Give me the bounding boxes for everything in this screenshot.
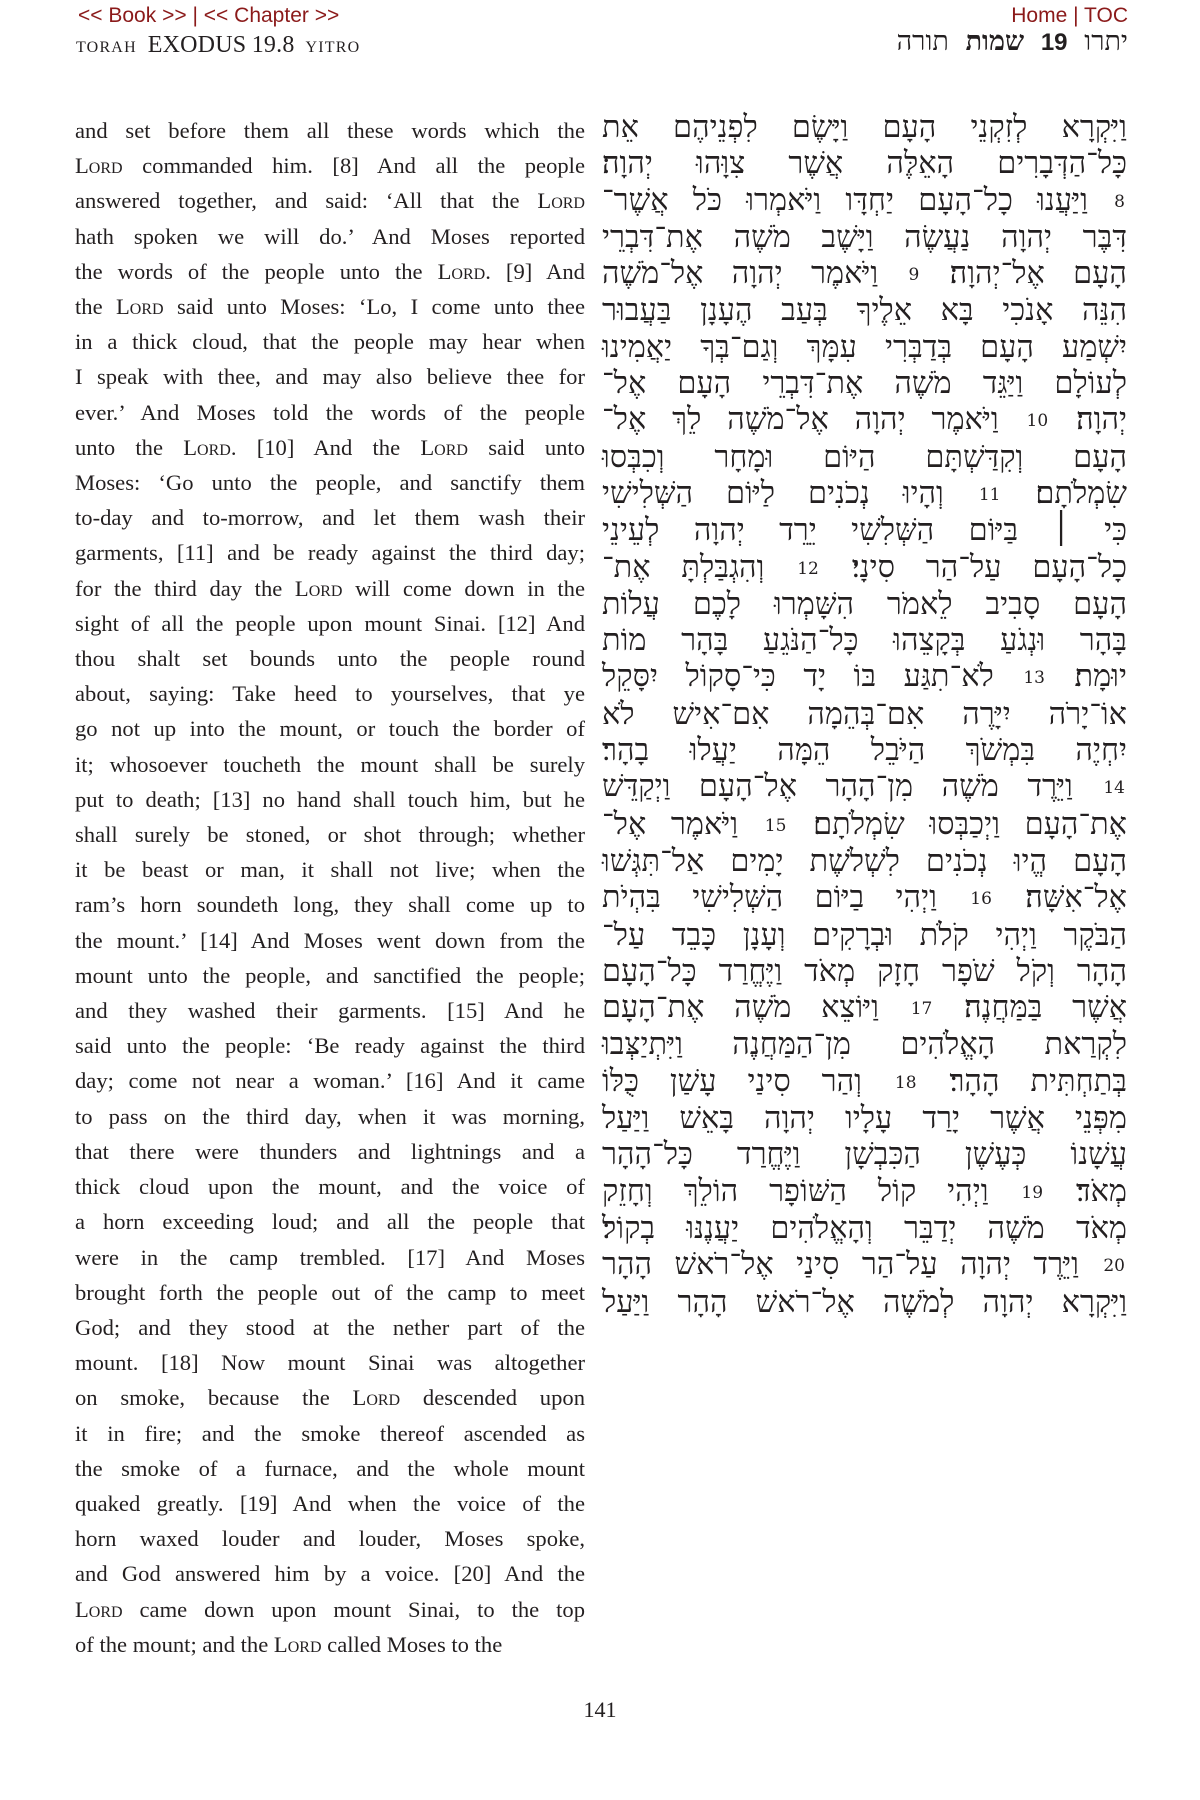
english-line: to-day and to-morrow, and let them wash their <box>75 505 585 531</box>
english-line: put to death; [13] no hand shall touch him, but he <box>75 786 585 812</box>
hebrew-line: 14 וַיֵּרֶד מֹשֶׁה מִן־הָהָר אֶל־הָעָם וַיְקַדֵּשׁ <box>602 769 1125 805</box>
english-line: I speak with thee, and may also believe thee for <box>75 364 585 390</box>
english-line: ram’s horn soundeth long, they shall come up to <box>75 892 585 918</box>
header-heb-parasha: יתרו <box>1084 26 1128 56</box>
hebrew-line: וַיִּקְרָא לְזִקְנֵי הָעָם וַיָּשֶׂם לִפְנֵיהֶם אֵת <box>602 110 1127 145</box>
hebrew-line: לְעוֹלָם וַיַּגֵּד מֹשֶׁה אֶת־דִּבְרֵי הָעָם אֶל־ <box>602 366 1127 402</box>
hebrew-line: מְאֹד׃ 19 וַיְהִי קוֹל הַשּׁוֹפָר הוֹלֵךְ וְחָזֵק <box>602 1173 1127 1209</box>
english-line: sight of all the people upon mount Sinai. [12] And <box>75 610 585 636</box>
english-line: and God answered him by a voice. [20] And the <box>75 1561 585 1587</box>
hebrew-line: אוֹ־יָרֹה יִיָּרֶה אִם־בְּהֵמָה אִם־אִישׁ לֹא <box>602 696 1127 732</box>
hebrew-line: 8 וַיַּעֲנוּ כָל־הָעָם יַחְדָּו וַיֹּאמְרוּ כֹּל אֲשֶׁר־ <box>602 182 1125 218</box>
english-line: ever.’ And Moses told the words of the people <box>75 399 585 425</box>
hebrew-line: מִפְּנֵי אֲשֶׁר יָרַד עָלָיו יְהוָה בָּאֵשׁ וַיַּעַל <box>602 1101 1127 1137</box>
english-line: garments, [11] and be ready against the third day; <box>75 540 585 566</box>
english-line: it in fire; and the smoke thereof ascended as <box>75 1420 585 1446</box>
english-line: brought forth the people out of the camp to meet <box>75 1279 585 1305</box>
english-line: Moses: ‘Go unto the people, and sanctify them <box>75 470 585 496</box>
english-line: shall surely be stoned, or shot through; whether <box>75 822 585 848</box>
hebrew-line: הַבֹּקֶר וַיְהִי קֹלֹת וּבְרָקִים וְעָנָן כָּבֵד עַל־ <box>602 917 1127 953</box>
english-line: and set before them all these words which the <box>75 118 585 143</box>
book-link[interactable]: Book <box>108 4 157 27</box>
hebrew-line: כִּי ׀ בַּיּוֹם הַשְּׁלִשִׁי יֵרֵד יְהוָה לְעֵינֵי <box>602 513 1127 549</box>
hebrew-line: בְּתַחְתִּית הָהָר׃ 18 וְהַר סִינַי עָשַׁן כֻּלּוֹ <box>602 1063 1127 1099</box>
hebrew-line: לִקְרַאת הָאֱלֹהִים מִן־הַמַּחֲנֶה וַיִּתְיַצְּבוּ <box>602 1027 1127 1063</box>
english-line: were in the camp trembled. [17] And Moses <box>75 1244 585 1270</box>
hebrew-line: עֲשָׁנוֹ כְּעֶשֶׁן הַכִּבְשָׁן וַיֶּחֱרַד כָּל־הָהָר <box>602 1137 1127 1173</box>
english-line: it be beast or man, it shall not live; when the <box>75 857 585 883</box>
english-line: thou shalt set bounds unto the people round <box>75 646 585 672</box>
english-line: Lord came down upon mount Sinai, to the top <box>75 1596 585 1622</box>
header-section: TORAH <box>76 39 137 56</box>
english-line: mount unto the people, and sanctified the people; <box>75 962 585 988</box>
hebrew-line: שִׂמְלֹתָם׃ 11 וְהָיוּ נְכֹנִים לַיּוֹם הַשְּׁלִישִׁי <box>602 475 1127 511</box>
header-parasha: YITRO <box>305 39 361 56</box>
hebrew-line: אֶת־הָעָם וַיְכַבְּסוּ שִׂמְלֹתָם׃ 15 וַיֹּאמֶר אֶל־ <box>602 806 1127 842</box>
english-line: go not up into the mount, or touch the border of <box>75 716 585 742</box>
english-line: it; whosoever toucheth the mount shall be surely <box>75 751 585 777</box>
next-book-link[interactable]: >> <box>162 4 187 27</box>
english-line: the words of the people unto the Lord. [9] And <box>75 258 585 284</box>
english-line: for the third day the Lord will come down in the <box>75 575 585 601</box>
english-line: in a thick cloud, that the people may hear when <box>75 329 585 355</box>
header-heb-section: תורה <box>896 26 949 56</box>
hebrew-line: יְהוָה׃ 10 וַיֹּאמֶר יְהוָה אֶל־מֹשֶׁה לֵךְ אֶל־ <box>602 402 1127 438</box>
hebrew-line: יוּמָת׃ 13 לֹא־תִגַּע בּוֹ יָד כִּי־סָקוֹל יִסָּקֵל <box>602 659 1127 695</box>
english-line: thick cloud upon the mount, and the voice of <box>75 1174 585 1200</box>
hebrew-line: מְאֹד מֹשֶׁה יְדַבֵּר וְהָאֱלֹהִים יַעֲנֶנּוּ בְקוֹל׃ <box>602 1210 1127 1246</box>
hebrew-line: הָעָם סָבִיב לֵאמֹר הִשָּׁמְרוּ לָכֶם עֲלוֹת <box>602 586 1127 622</box>
hebrew-line: בָּהָר וּנְגֹעַ בְּקָצֵהוּ כָּל־הַנֹּגֵעַ בָּהָר מוֹת <box>602 623 1127 659</box>
nav-separator: | <box>192 4 198 27</box>
english-line: unto the Lord. [10] And the Lord said unto <box>75 434 585 460</box>
running-header-hebrew <box>887 26 1128 57</box>
english-line: the Lord said unto Moses: ‘Lo, I come unto thee <box>75 294 585 320</box>
header-book: EXODUS <box>147 32 247 58</box>
hebrew-line: כָל־הָעָם עַל־הַר סִינָי׃ 12 וְהִגְבַּלְתָּ אֶת־ <box>602 549 1128 585</box>
english-line: God; and they stood at the nether part of the <box>75 1314 585 1340</box>
english-line: day; come not near a woman.’ [16] And it came <box>75 1068 585 1094</box>
english-line: hath spoken we will do.’ And Moses reported <box>75 223 585 249</box>
home-link[interactable]: Home <box>1011 4 1068 27</box>
home-toc-nav <box>1011 4 1128 28</box>
english-line: the mount.’ [14] And Moses went down from the <box>75 927 585 953</box>
hebrew-line: כָּל־הַדְּבָרִים הָאֵלֶּה אֲשֶׁר צִוָּהוּ יְהוָה׃ <box>602 146 1127 182</box>
next-chapter-link[interactable]: >> <box>314 4 340 27</box>
header-ref: 19.8 <box>251 32 295 58</box>
prev-book-link[interactable]: << <box>78 4 103 27</box>
hebrew-line: אֲשֶׁר בַּמַּחֲנֶה׃ 17 וַיּוֹצֵא מֹשֶׁה אֶת־הָעָם <box>602 990 1127 1026</box>
english-line: on smoke, because the Lord descended upon <box>75 1385 585 1411</box>
english-line: quaked greatly. [19] And when the voice of the <box>75 1490 585 1516</box>
page-number: 141 <box>583 1697 617 1722</box>
hebrew-line: יִשְׁמַע הָעָם בְּדַבְּרִי עִמָּךְ וְגַם־בְּךָ יַאֲמִינוּ <box>602 329 1127 365</box>
hebrew-line: הָהָר וְקֹל שֹׁפָר חָזָק מְאֹד וַיֶּחֱרַד כָּל־הָעָם <box>602 953 1127 989</box>
hebrew-line: הָעָם וְקִדַּשְׁתָּם הַיּוֹם וּמָחָר וְכִבְּסוּ <box>602 439 1127 475</box>
prev-chapter-link[interactable]: << <box>203 4 229 27</box>
hebrew-line: אֶל־אִשָּׁה׃ 16 וַיְהִי בַיּוֹם הַשְּׁלִישִׁי בִּהְיֹת <box>602 880 1127 916</box>
english-line: horn waxed louder and louder, Moses spoke, <box>75 1526 585 1552</box>
english-line: a horn exceeding loud; and all the people that <box>75 1209 585 1235</box>
header-heb-book: שמות <box>965 26 1025 56</box>
hebrew-line: הָעָם אֶל־יְהוָה׃ 9 וַיֹּאמֶר יְהוָה אֶל־מֹשֶׁה <box>602 256 1127 292</box>
hebrew-line: דִּבֶּר יְהוָה נַעֲשֶׂה וַיָּשֶׁב מֹשֶׁה אֶת־דִּבְרֵי <box>602 219 1127 255</box>
english-line: mount. [18] Now mount Sinai was altogether <box>75 1350 585 1376</box>
header-heb-chapter: 19 <box>1040 29 1068 56</box>
english-line: that there were thunders and lightnings and a <box>75 1138 585 1164</box>
toc-link[interactable]: TOC <box>1084 4 1128 27</box>
english-line: the smoke of a furnace, and the whole mount <box>75 1455 585 1481</box>
hebrew-line: יִחְיֶה בִּמְשֹׁךְ הַיֹּבֵל הֵמָּה יַעֲלוּ בָהָר׃ <box>602 733 1127 769</box>
english-line: of the mount; and the Lord called Moses to the <box>75 1631 503 1657</box>
hebrew-text <box>602 110 1127 1321</box>
book-chapter-nav <box>78 4 339 28</box>
english-line: about, saying: Take heed to yourselves, that ye <box>75 681 585 707</box>
english-line: and they washed their garments. [15] And he <box>75 998 585 1024</box>
english-line: Lord commanded him. [8] And all the people <box>75 153 585 179</box>
hebrew-line: וַיִּקְרָא יְהוָה לְמֹשֶׁה אֶל־רֹאשׁ הָהָר וַיַּעַל <box>602 1284 1127 1320</box>
english-line: answered together, and said: ‘All that the Lord <box>75 188 585 214</box>
nav-separator: | <box>1073 4 1079 27</box>
running-header-english <box>76 32 360 59</box>
english-translation <box>75 113 585 1662</box>
hebrew-line: הִנֵּה אָנֹכִי בָּא אֵלֶיךָ בְּעַב הֶעָנָן בַּעֲבוּר <box>602 293 1127 329</box>
hebrew-line: הָעָם הֱיוּ נְכֹנִים לִשְׁלֹשֶׁת יָמִים אַל־תִּגְּשׁוּ <box>602 843 1127 879</box>
hebrew-line: 20 וַיֵּרֶד יְהוָה עַל־הַר סִינַי אֶל־רֹאשׁ הָהָר <box>602 1247 1125 1283</box>
english-line: said unto the people: ‘Be ready against the third <box>75 1033 585 1059</box>
chapter-link[interactable]: Chapter <box>234 4 309 27</box>
english-line: to pass on the third day, when it was morning, <box>75 1103 585 1129</box>
